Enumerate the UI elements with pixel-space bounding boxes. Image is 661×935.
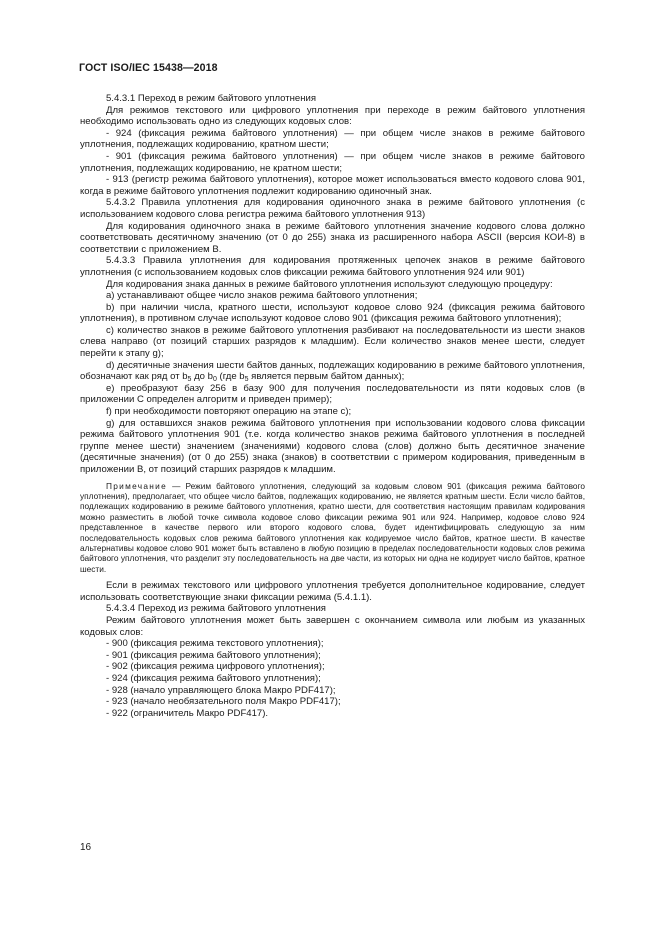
list-item: - 924 (фиксация режима байтового уплотнения);: [106, 673, 321, 684]
list-item: b) при наличии числа, кратного шести, используют кодовое слово 924 (фиксация режима байтового уплотнения), в противном случае используют кодовое слово 901 (фиксация режима байтового уплотнения);: [80, 301, 585, 325]
text-run: до b: [191, 371, 213, 383]
paragraph: Если в режимах текстового или цифрового уплотнения требуется дополнительное кодирование, следует использовать соответствующие знаки фиксации режима (5.4.1.1).: [80, 580, 585, 603]
section-heading-5-4-3-3: 5.4.3.3 Правила уплотнения для кодирования протяженных цепочек знаков в режиме байтового уплотнения (с использованием кодовых слов фиксации режима байтового уплотнения 924 или 901): [80, 255, 585, 278]
subscript: 0: [212, 376, 217, 384]
list-item: - 924 (фиксация режима байтового уплотнения) — при общем числе знаков в режиме байтового уплотнения, подлежащих кодированию, кратном шести;: [80, 127, 585, 151]
page-body: [80, 93, 585, 719]
paragraph: Режим байтового уплотнения может быть завершен с окончанием символа или любым из указанных кодовых слов:: [80, 615, 585, 638]
list-item: - 901 (фиксация режима байтового уплотнения);: [106, 649, 321, 661]
paragraph: Для режимов текстового или цифрового уплотнения при переходе в режим байтового уплотнения необходимо использовать одно из следующих кодовых слов:: [80, 104, 585, 128]
subscript: 5: [244, 376, 249, 384]
text-run: является первым байтом данных);: [248, 371, 405, 383]
list-item: - 913 (регистр режима байтового уплотнения), которое может использоваться вместо кодового слова 901, когда в режиме байтового уплотнения подлежит кодированию одиночный знак.: [80, 174, 585, 197]
text-run: d) десятичные значения шести байтов данных, подлежащих кодированию в режиме байтового уплотнения, обозначают как ряд от b: [80, 359, 585, 383]
list-item: a) устанавливают общее число знаков режима байтового уплотнения;: [106, 290, 418, 302]
section-heading-5-4-3-1: 5.4.3.1 Переход в режим байтового уплотнения: [106, 93, 317, 104]
list-item: f) при необходимости повторяют операцию на этапе c);: [106, 406, 352, 418]
section-heading-5-4-3-4: 5.4.3.4 Переход из режима байтового уплотнения: [106, 603, 326, 615]
subscript: 5: [187, 376, 192, 384]
note-block: [80, 481, 585, 575]
page-number: 16: [80, 842, 92, 853]
paragraph: Для кодирования одиночного знака в режиме байтового уплотнения значение кодового слова должно соответствовать десятичному значению (от 0 до 255) знака из расширенного набора ASCII (версия КОИ-8) в соответствии с приложением В.: [80, 220, 585, 255]
note-label: Примечание: [106, 480, 168, 491]
note-text: — Режим байтового уплотнения, следующий за кодовым словом 901 (фиксация режима байтового уплотнения), предполагает, что общее число байтов, подлежащих кодированию, не является кратным шести. Если число байтов, подлежащих кодированию в режиме байтового уплотнения, кратно шести, для соответствия настоящим правилам кодирования можно разместить в любой точке символа кодовое слово фиксации режима 901 или 924. Например, кодовое слово 924 представленное в качестве первого или второго кодового слова, будет идентифицировать следующую за ним последовательность кодовых слов режима байтового уплотнения как кодируемое число байтов, кратное шести. В качестве альтернативы кодовое слово 901 может быть вставлено в любую позицию в пределах последовательности кодовых слов режима байтового уплотнения, что разделит эту последовательность на две части, из которых ни одна не кодирует число байтов, кратное шести.: [80, 480, 585, 574]
list-item: g) для оставшихся знаков режима байтового уплотнения при использовании кодового слова фиксации режима байтового уплотнения 901 (т.е. когда количество знаков режима байтового уплотнения в последней группе менее шести) значением (значениями) кодового слова (слов) должно быть десятичное значение (десятичные значения) (от 0 до 255) знака (знаков) в соответствии с примером кодирования, приведенным в приложении В, от позиций старших разрядов к младшим.: [80, 417, 585, 475]
list-item: e) преобразуют базу 256 в базу 900 для получения последовательности из пяти кодовых слов (в приложении С определен алгоритм и приведен пример);: [80, 382, 585, 406]
page-header-title: ГОСТ ISO/IEC 15438—2018: [79, 62, 218, 74]
section-heading-5-4-3-2: 5.4.3.2 Правила уплотнения для кодирования одиночного знака в режиме байтового уплотнения (с использованием кодового слова регистра режима байтового уплотнения 913): [80, 197, 585, 220]
list-item: - 902 (фиксация режима цифрового уплотнения);: [106, 661, 325, 673]
list-item: [80, 360, 585, 383]
list-item: - 922 (ограничитель Макро PDF417).: [106, 707, 269, 719]
list-item: - 928 (начало управляющего блока Макро PDF417);: [106, 684, 336, 696]
text-run: (где b: [216, 371, 245, 383]
list-item: - 901 (фиксация режима байтового уплотнения) — при общем числе знаков в режиме байтового уплотнения, подлежащих кодированию, не кратном шести;: [80, 150, 585, 174]
paragraph: Для кодирования знака данных в режиме байтового уплотнения используют следующую процедуру:: [106, 278, 553, 290]
list-item: c) количество знаков в режиме байтового уплотнения разбивают на последовательности из шести знаков слева направо (от позиций старших разрядов к младшим). Если количество знаков менее шести, следует перейти к этапу g);: [80, 324, 585, 360]
list-item: - 923 (начало необязательного поля Макро PDF417);: [106, 696, 341, 708]
list-item: - 900 (фиксация режима текстового уплотнения);: [106, 638, 324, 650]
